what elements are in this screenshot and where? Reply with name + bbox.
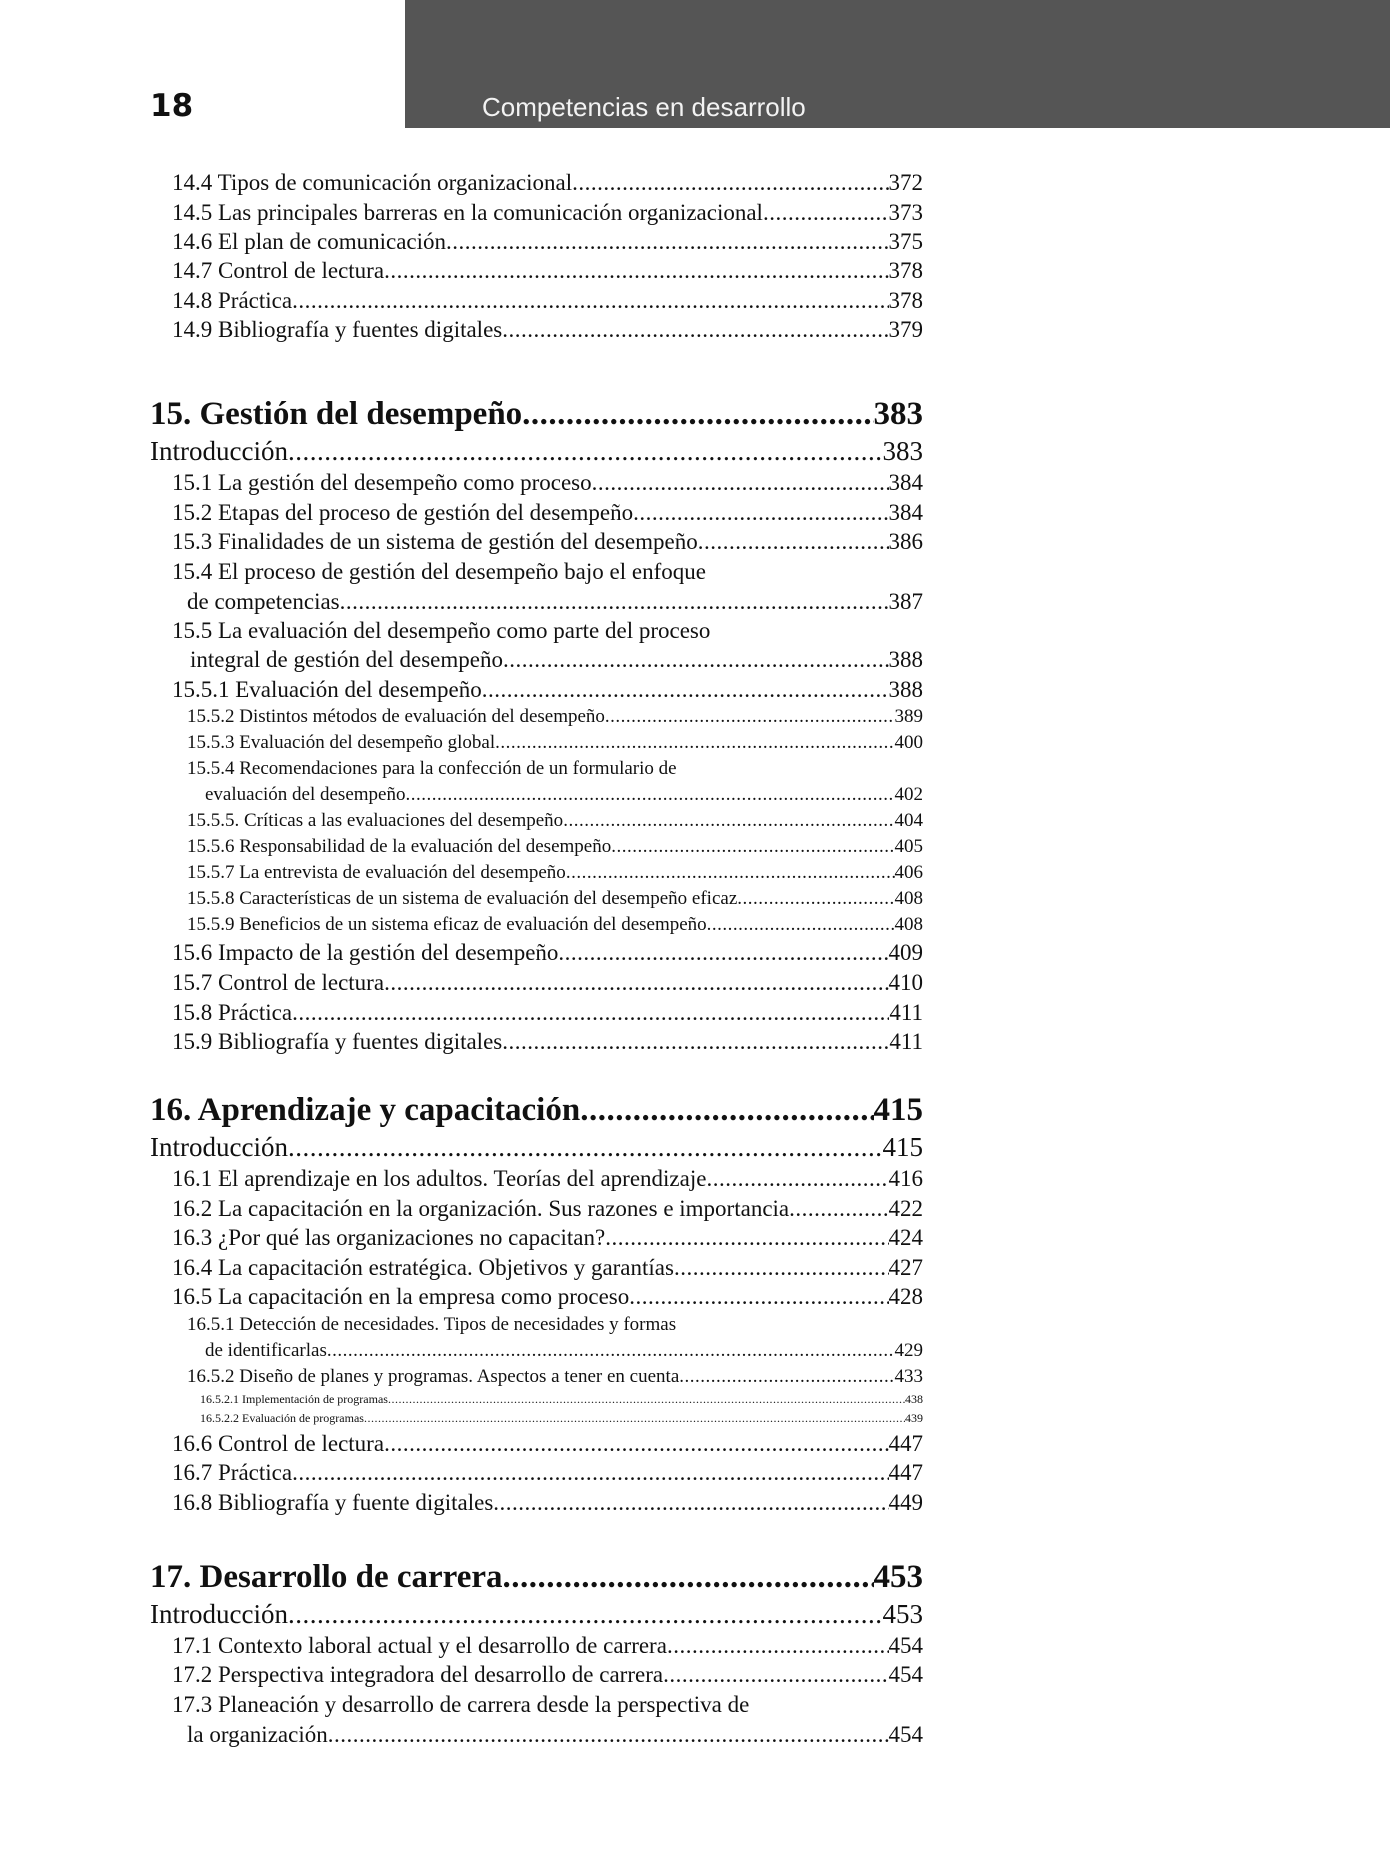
toc-entry-page: 411: [889, 1029, 923, 1054]
toc-entry-label: Control de lectura: [212, 258, 385, 283]
toc-entry: [172, 677, 923, 703]
toc-entry-label: Práctica: [212, 288, 293, 313]
toc-entry-page: 410: [888, 970, 923, 995]
toc-entry-title: [187, 888, 737, 910]
toc-entry-title: [172, 1662, 663, 1688]
toc-entry-label-cont: evaluación del desempeño: [205, 784, 406, 805]
toc-entry: [187, 1314, 923, 1336]
toc-entry-number: 17.2: [172, 1662, 213, 1687]
toc-entry-page: 383: [882, 436, 923, 466]
toc-entry-label: Responsabilidad de la evaluación del desempeño: [234, 836, 612, 857]
toc-entry-number: 15.3: [172, 529, 213, 554]
toc-entry-label: Perspectiva integradora del desarrollo de carrera: [212, 1662, 664, 1687]
toc-entry-title: [150, 396, 522, 433]
toc-entry-page: 408: [894, 888, 923, 909]
dot-leader: [580, 1092, 873, 1129]
toc-entry-page: 387: [888, 589, 923, 614]
toc-entry-title: [150, 1599, 288, 1630]
toc-entry-title: [150, 436, 288, 467]
toc-entry-page: 386: [888, 529, 923, 554]
toc-entry-label: Bibliografía y fuente digitales: [212, 1490, 494, 1515]
toc-entry-title: [172, 1460, 292, 1486]
dot-leader: [611, 836, 894, 858]
toc-entry-title: [172, 970, 384, 996]
toc-entry: [187, 1366, 923, 1388]
dot-leader: [605, 706, 895, 728]
dot-leader: [667, 1633, 889, 1659]
dot-leader: [706, 1166, 888, 1192]
toc-entry-title: [187, 758, 677, 780]
dot-leader: [446, 229, 888, 255]
toc-entry: [172, 1029, 923, 1055]
toc-entry-label: Detección de necesidades. Tipos de necesidades y formas: [234, 1314, 677, 1335]
toc-entry: [172, 1662, 923, 1688]
toc-entry-page: 378: [888, 258, 923, 283]
toc-entry-page: 384: [888, 500, 923, 525]
toc-entry-label: Introducción: [150, 1132, 288, 1162]
toc-entry-page: 388: [888, 677, 923, 702]
toc-entry-page: 404: [894, 810, 923, 831]
toc-entry: [172, 1460, 923, 1486]
toc-entry-label: Control de lectura: [212, 970, 385, 995]
toc-entry-page: 408: [894, 914, 923, 935]
toc-entry-page: 427: [888, 1255, 923, 1280]
toc-entry-label: Evaluación del desempeño: [229, 677, 482, 702]
toc-entry: [172, 1196, 923, 1222]
toc-entry-page: 454: [888, 1633, 923, 1658]
toc-entry-label: Críticas a las evaluaciones del desempeño: [239, 810, 564, 831]
toc-entry-title: [172, 529, 698, 555]
toc-entry-label-cont: la organización: [187, 1722, 328, 1747]
toc-entry-number: 15.: [150, 396, 192, 432]
toc-entry-number: 16.5.2: [187, 1366, 235, 1387]
dot-leader: [503, 1559, 874, 1596]
toc-entry-page: 400: [894, 732, 923, 753]
dot-leader: [789, 1196, 888, 1222]
toc-entry-title: [187, 862, 566, 884]
toc-entry-title: [172, 1431, 384, 1457]
toc-entry-page: 388: [888, 647, 923, 672]
toc-entry: [150, 1599, 923, 1630]
toc-entry-page: 454: [888, 1662, 923, 1687]
toc-entry: [172, 1225, 923, 1251]
toc-entry-page: 424: [888, 1225, 923, 1250]
toc-entry-title: [172, 1692, 749, 1718]
toc-entry-number: 14.9: [172, 317, 213, 342]
toc-entry-title: [187, 836, 611, 858]
toc-entry-label-cont: de identificarlas: [205, 1340, 327, 1361]
dot-leader: [763, 200, 889, 226]
dot-leader: [388, 1392, 905, 1407]
toc-entry-label: Bibliografía y fuentes digitales: [212, 317, 503, 342]
page-number: 18: [150, 88, 194, 124]
dot-leader: [572, 170, 888, 196]
toc-entry-page: 379: [888, 317, 923, 342]
toc-entry-title: [187, 732, 495, 754]
toc-entry: [200, 1411, 923, 1426]
toc-entry-title: [172, 1196, 789, 1222]
dot-leader: [629, 1284, 888, 1310]
toc-entry-title: [187, 1314, 676, 1336]
toc-entry-page: 415: [882, 1132, 923, 1162]
toc-entry-page: 438: [905, 1392, 923, 1406]
dot-leader: [633, 500, 888, 526]
dot-leader: [364, 1411, 905, 1426]
toc-entry-page: 383: [873, 396, 923, 432]
toc-entry-label: Control de lectura: [212, 1431, 385, 1456]
toc-entry-number: 17.: [150, 1559, 192, 1595]
dot-leader: [482, 677, 889, 703]
toc-entry-number: 16.5: [172, 1284, 213, 1309]
toc-entry-label: Gestión del desempeño: [191, 396, 523, 432]
dot-leader: [698, 529, 889, 555]
toc-entry: [172, 529, 923, 555]
toc-entry-number: 14.8: [172, 288, 213, 313]
toc-entry-title: [172, 1490, 493, 1516]
toc-entry: [172, 940, 923, 966]
toc-entry-number: 15.8: [172, 1000, 213, 1025]
toc-entry-label-cont: integral de gestión del desempeño: [190, 647, 503, 672]
toc-entry: [172, 288, 923, 314]
toc-entry: [187, 810, 923, 832]
dot-leader: [288, 1132, 883, 1163]
toc-entry-page: 405: [894, 836, 923, 857]
toc-entry-label: La entrevista de evaluación del desempeño: [234, 862, 566, 883]
running-title: Competencias en desarrollo: [482, 92, 806, 122]
dot-leader: [288, 436, 883, 467]
toc-entry: [172, 1633, 923, 1659]
dot-leader: [522, 396, 873, 433]
toc-entry-number: 16.4: [172, 1255, 213, 1280]
toc-entry-label: El proceso de gestión del desempeño bajo el enfoque: [212, 559, 706, 584]
toc-entry: [187, 732, 923, 754]
dot-leader: [340, 589, 889, 615]
toc-entry-page: 416: [888, 1166, 923, 1191]
toc-entry: [187, 888, 923, 910]
toc-entry-title: [172, 470, 592, 496]
toc-entry-label: Diseño de planes y programas. Aspectos a tener en cuenta: [234, 1366, 680, 1387]
toc-entry-label: Las principales barreras en la comunicación organizacional: [212, 200, 763, 225]
toc-entry-page: 447: [888, 1431, 923, 1456]
dot-leader: [328, 1722, 889, 1748]
toc-entry-title: [172, 677, 482, 703]
toc-entry-title: [187, 810, 563, 832]
toc-entry-page: 373: [888, 200, 923, 225]
toc-entry-number: 16.8: [172, 1490, 213, 1515]
toc-entry-number: 15.5: [172, 618, 213, 643]
toc-entry-title: [172, 500, 633, 526]
toc-entry-number: 16.3: [172, 1225, 213, 1250]
toc-entry-page: 454: [888, 1722, 923, 1747]
dot-leader: [663, 1662, 888, 1688]
toc-entry-title: [200, 1411, 364, 1426]
toc-entry-number: 16.5.1: [187, 1314, 235, 1335]
toc-entry: [150, 436, 923, 467]
toc-entry-label: Recomendaciones para la confección de un formulario de: [234, 758, 677, 779]
toc-entry-continuation: [187, 1722, 923, 1748]
toc-entry: [172, 1284, 923, 1310]
toc-entry-page: 433: [894, 1366, 923, 1387]
toc-entry-label: La capacitación en la empresa como proceso: [212, 1284, 630, 1309]
toc-entry-page: 447: [888, 1460, 923, 1485]
toc-entry-title: [172, 170, 572, 196]
toc-entry-title: [172, 317, 502, 343]
toc-entry-label: Práctica: [212, 1460, 293, 1485]
toc-entry-title: [172, 1225, 605, 1251]
toc-entry-label: Distintos métodos de evaluación del desempeño: [234, 706, 605, 727]
toc-entry-number: 17.1: [172, 1633, 213, 1658]
dot-leader: [707, 914, 895, 936]
toc-entry-title: [150, 1132, 288, 1163]
toc-entry-number: 15.4: [172, 559, 213, 584]
toc-entry-title: [172, 229, 446, 255]
toc-entry-label: Planeación y desarrollo de carrera desde la perspectiva de: [212, 1692, 750, 1717]
toc-entry: [172, 1692, 923, 1718]
toc-entry-number: 15.5.5.: [187, 810, 240, 831]
toc-entry: [172, 559, 923, 585]
toc-entry-label: El aprendizaje en los adultos. Teorías del aprendizaje: [212, 1166, 707, 1191]
toc-entry-label: Práctica: [212, 1000, 293, 1025]
toc-entry-number: 15.5.1: [172, 677, 230, 702]
dot-leader: [292, 1460, 888, 1486]
toc-entry-title: [150, 1559, 503, 1596]
toc-entry: [172, 1166, 923, 1192]
toc-entry: [187, 914, 923, 936]
toc-entry-number: 14.5: [172, 200, 213, 225]
toc-entry-number: 14.7: [172, 258, 213, 283]
toc-entry-page: 453: [882, 1599, 923, 1629]
toc-entry-page: 402: [894, 784, 923, 805]
dot-leader: [605, 1225, 888, 1251]
toc-entry-title: [172, 1255, 674, 1281]
dot-leader: [405, 784, 894, 806]
toc-entry: [200, 1392, 923, 1407]
toc-entry-title: [172, 1029, 502, 1055]
toc-entry-number: 15.6: [172, 940, 213, 965]
toc-entry-title: [200, 1392, 388, 1407]
toc-entry-label: Desarrollo de carrera: [191, 1559, 503, 1595]
toc-entry: [172, 500, 923, 526]
toc-entry: [172, 1000, 923, 1026]
toc-entry-label: La evaluación del desempeño como parte del proceso: [212, 618, 711, 643]
toc-entry-label: La capacitación estratégica. Objetivos y garantías: [212, 1255, 674, 1280]
toc-entry-label: Evaluación del desempeño global: [234, 732, 496, 753]
toc-entry-number: 16.1: [172, 1166, 213, 1191]
toc-entry-label: Introducción: [150, 436, 288, 466]
toc-entry-number: 15.5.9: [187, 914, 235, 935]
dot-leader: [493, 1490, 888, 1516]
toc-entry-label-cont: de competencias: [187, 589, 340, 614]
toc-entry-number: 16.5.2.1: [200, 1392, 239, 1406]
toc-entry: [172, 170, 923, 196]
toc-entry-number: 15.5.4: [187, 758, 235, 779]
toc-entry-page: 378: [888, 288, 923, 313]
toc-entry: [187, 758, 923, 780]
toc-entry-number: 16.7: [172, 1460, 213, 1485]
dot-leader: [384, 258, 888, 284]
toc-entry-continuation: [205, 1340, 923, 1362]
toc-entry-title: [172, 559, 706, 585]
toc-entry-number: 15.5.6: [187, 836, 235, 857]
toc-entry: [172, 618, 923, 644]
toc-entry-title: [187, 1366, 679, 1388]
toc-entry-number: 15.5.3: [187, 732, 235, 753]
toc-entry-number: 15.5.2: [187, 706, 235, 727]
toc-entry-label: La capacitación en la organización. Sus razones e importancia: [212, 1196, 790, 1221]
toc-entry-number: 15.7: [172, 970, 213, 995]
toc-entry-continuation: [190, 647, 923, 673]
toc-entry-page: 415: [873, 1092, 923, 1128]
toc-entry: [172, 1431, 923, 1457]
dot-leader: [558, 940, 888, 966]
toc-entry-label: Características de un sistema de evaluación del desempeño eficaz: [234, 888, 738, 909]
toc-entry-number: 15.9: [172, 1029, 213, 1054]
toc-entry-page: 422: [888, 1196, 923, 1221]
toc-entry-page: 409: [888, 940, 923, 965]
toc-entry: [172, 258, 923, 284]
toc-entry-number: 16.2: [172, 1196, 213, 1221]
dot-leader: [384, 1431, 888, 1457]
toc-entry-label: Implementación de programas: [239, 1392, 388, 1406]
toc-entry-label: Finalidades de un sistema de gestión del desempeño: [212, 529, 698, 554]
toc-entry-label: Impacto de la gestión del desempeño: [212, 940, 559, 965]
dot-leader: [592, 470, 889, 496]
toc-entry-page: 389: [894, 706, 923, 727]
toc-entry-number: 17.3: [172, 1692, 213, 1717]
dot-leader: [292, 288, 888, 314]
toc-entry-page: 439: [905, 1411, 923, 1425]
dot-leader: [503, 647, 889, 673]
toc-entry-page: 453: [873, 1559, 923, 1595]
dot-leader: [679, 1366, 894, 1388]
toc-entry-title: [172, 258, 384, 284]
toc-entry-page: 428: [888, 1284, 923, 1309]
toc-entry-title: [172, 288, 292, 314]
toc-entry-title: [187, 706, 605, 728]
dot-leader: [563, 810, 894, 832]
toc-entry-label: La gestión del desempeño como proceso: [212, 470, 592, 495]
toc-entry-number: 14.4: [172, 170, 213, 195]
toc-entry: [150, 1132, 923, 1163]
toc-entry-number: 15.5.8: [187, 888, 235, 909]
toc-entry-number: 15.2: [172, 500, 213, 525]
toc-entry: [172, 200, 923, 226]
toc-entry-page: 372: [888, 170, 923, 195]
toc-entry-number: 16.6: [172, 1431, 213, 1456]
toc-entry-label: Aprendizaje y capacitación: [191, 1092, 581, 1128]
toc-entry-title: [172, 1284, 629, 1310]
toc-entry: [187, 862, 923, 884]
toc-entry: [172, 1255, 923, 1281]
dot-leader: [288, 1599, 883, 1630]
toc-entry: [187, 706, 923, 728]
toc-entry-number: 16.5.2.2: [200, 1411, 239, 1425]
toc-entry-title: [187, 914, 707, 936]
toc-entry: [172, 317, 923, 343]
toc-entry-label: Evaluación de programas: [239, 1411, 364, 1425]
toc-entry-number: 15.5.7: [187, 862, 235, 883]
dot-leader: [495, 732, 894, 754]
dot-leader: [327, 1340, 895, 1362]
toc-entry-number: 15.1: [172, 470, 213, 495]
toc-entry-number: 14.6: [172, 229, 213, 254]
toc-entry-title: [172, 200, 763, 226]
toc-entry: [172, 229, 923, 255]
toc-entry-label: Tipos de comunicación organizacional: [212, 170, 573, 195]
toc-entry-title: [172, 1000, 292, 1026]
dot-leader: [502, 317, 888, 343]
toc-entry: [187, 836, 923, 858]
toc-entry-label: El plan de comunicación: [212, 229, 447, 254]
toc-entry-continuation: [205, 784, 923, 806]
toc-entry-page: 449: [888, 1490, 923, 1515]
toc-entry-label: Beneficios de un sistema eficaz de evaluación del desempeño: [234, 914, 707, 935]
toc-entry-page: 411: [889, 1000, 923, 1025]
dot-leader: [566, 862, 895, 884]
toc-entry-label: Bibliografía y fuentes digitales: [212, 1029, 503, 1054]
toc-entry: [172, 470, 923, 496]
toc-entry: [172, 1490, 923, 1516]
toc-entry-title: [172, 1633, 667, 1659]
toc-entry-continuation: [187, 589, 923, 615]
toc-entry: [172, 970, 923, 996]
toc-entry-page: 384: [888, 470, 923, 495]
toc-entry-label: Introducción: [150, 1599, 288, 1629]
dot-leader: [737, 888, 894, 910]
dot-leader: [674, 1255, 889, 1281]
dot-leader: [384, 970, 888, 996]
toc-entry-title: [150, 1092, 580, 1129]
toc-entry-label: ¿Por qué las organizaciones no capacitan?: [212, 1225, 606, 1250]
dot-leader: [502, 1029, 889, 1055]
toc-entry-label: Contexto laboral actual y el desarrollo de carrera: [212, 1633, 667, 1658]
toc-entry-title: [172, 1166, 706, 1192]
toc-entry-title: [172, 618, 710, 644]
toc-entry-page: 429: [894, 1340, 923, 1361]
toc-entry-number: 16.: [150, 1092, 192, 1128]
toc-entry-label: Etapas del proceso de gestión del desempeño: [212, 500, 634, 525]
toc-entry-title: [172, 940, 558, 966]
toc-entry-page: 375: [888, 229, 923, 254]
toc-entry: [150, 1559, 923, 1596]
toc-entry: [150, 396, 923, 433]
dot-leader: [292, 1000, 889, 1026]
toc-entry: [150, 1092, 923, 1129]
toc-entry-page: 406: [894, 862, 923, 883]
